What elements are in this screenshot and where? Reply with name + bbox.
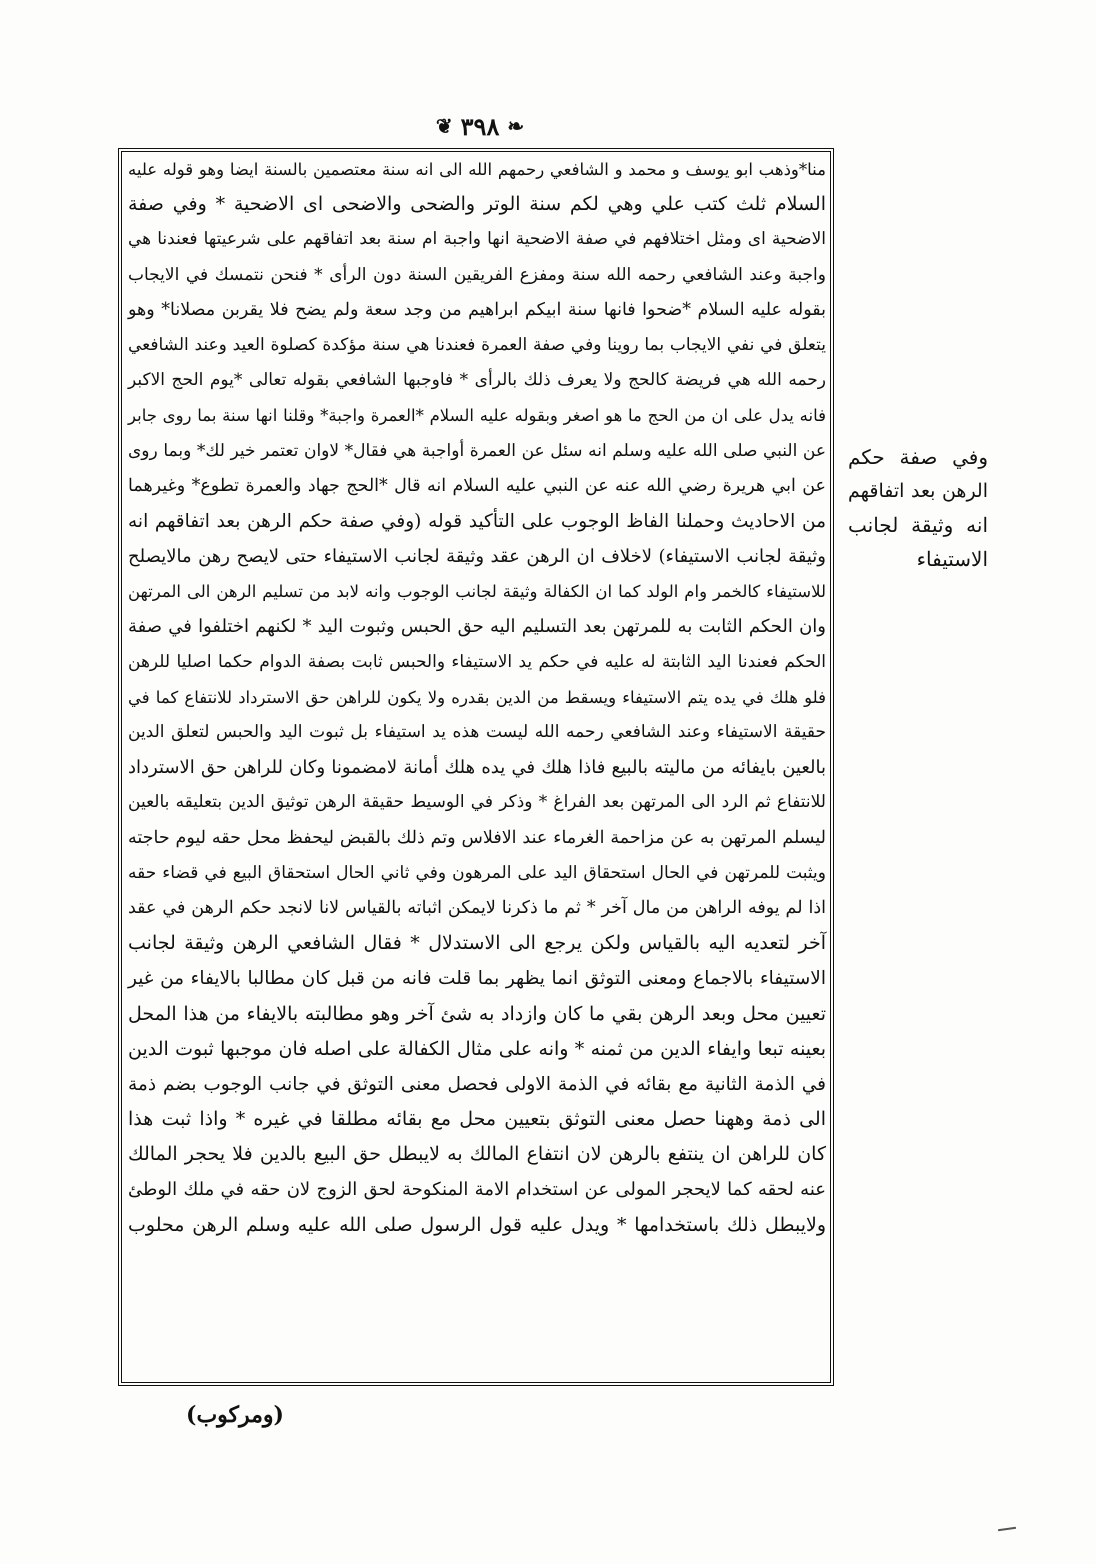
text-line: السلام ثلث كتب علي وهي لكم سنة الوتر والضحى والاضحى اى الاضحية * وفي صفة <box>128 193 826 216</box>
text-line: عن النبي صلى الله عليه وسلم انه سئل عن العمرة أواجبة هي فقال* لاوان تعتمر خير لك* وبما روى <box>128 440 826 461</box>
text-line: فانه يدل على ان من الحج ما هو اصغر وبقوله عليه السلام *العمرة واجبة* وقلنا انها سنة بما روى جابر <box>128 406 826 426</box>
text-line: ليسلم المرتهن به عن مزاحمة الغرماء عند الافلاس وتم ذلك بالقبض ليحفظ محل حقه ليوم حاجته <box>128 827 826 848</box>
text-line: في الذمة الثانية مع بقائه في الذمة الاولى فحصل معنى التوثق في جانب الوجوب بضم ذمة <box>128 1073 826 1095</box>
margin-note-line: الاستيفاء <box>916 547 988 571</box>
text-line: واجبة وعند الشافعي رحمه الله سنة ومفزع الفريقين السنة دون الرأى * فنحن نتمسك في الايجاب <box>128 264 826 285</box>
text-line: آخر لتعديه اليه بالقياس ولكن يرجع الى الاستدلال * فقال الشافعي الرهن وثيقة لجانب <box>128 932 826 955</box>
text-line: وان الحكم الثابت به للمرتهن بعد التسليم اليه حق الحبس وثبوت اليد * لكنهم اختلفوا في صفة <box>128 616 826 638</box>
text-line: فلو هلك في يده يتم الاستيفاء ويسقط من الدين بقدره ولا يكون للراهن حق الاسترداد للانتفاع كما في <box>128 687 826 707</box>
page-number <box>420 108 540 144</box>
text-line: الحكم فعندنا اليد الثابتة له عليه في حكم يد الاستيفاء والحبس ثابت بصفة الدوام حكما اصليا للرهن <box>128 651 826 672</box>
page-number-text: ٣٩٨ <box>460 111 500 141</box>
text-line: ولايبطل ذلك باستخدامها * ويدل عليه قول الرسول صلى الله عليه وسلم الرهن محلوب <box>128 1213 826 1236</box>
text-line: عنه لحقه كما لايحجر المولى عن استخدام الامة المنكوحة لحق الزوج لان حقه في ملك الوطئ <box>128 1179 826 1201</box>
text-line: يتعلق في نفي الايجاب بما روينا وفي صفة العمرة فعندنا هي سنة مؤكدة كصلوة العيد وعند الشافعي <box>128 334 826 355</box>
text-line: الى ذمة وههنا حصل معنى التوثق بتعيين محل مع بقائه مطلقا في غيره * واذا ثبت هذا <box>128 1108 826 1131</box>
text-line: كان للراهن ان ينتفع بالرهن لان انتفاع المالك به لايبطل حق البيع بالدين فلا يحجر المالك <box>128 1143 826 1166</box>
text-line: ويثبت للمرتهن في الحال استحقاق اليد على المرهون وفي ثاني الحال استحقاق البيع في قضاء حقه <box>128 862 826 883</box>
main-text-block <box>124 152 830 1243</box>
margin-note <box>848 440 988 576</box>
text-line: للاستيفاء كالخمر وام الولد كما ان الكفالة وثيقة لجانب الوجوب وانه لابد من تسليم الرهن الى المرتهن <box>128 582 826 602</box>
text-line: بعينه تبعا وايفاء الدين من ثمنه * وانه على مثال الكفالة على اصله فان موجبها ثبوت الدين <box>128 1037 826 1060</box>
ornament-left-icon: ❦ <box>435 114 453 138</box>
text-line: رحمه الله هي فريضة كالحج ولا يعرف ذلك بالرأى * فاوجبها الشافعي بقوله تعالى *يوم الحج الاكبر <box>128 370 826 391</box>
text-line: تعيين محل وبعد الرهن بقي ما كان وازداد به شئ آخر وهو مطالبته بالايفاء من هذا المحل <box>128 1002 826 1025</box>
text-line: اذا لم يوفه الراهن من مال آخر * ثم ما ذكرنا لايمكن اثباته بالقياس لانا لانجد حكم الرهن في عقد <box>128 897 826 918</box>
ornament-right-icon: ❧ <box>507 114 525 138</box>
text-line: حقيقة الاستيفاء وعند الشافعي رحمه الله ليست هذه يد استيفاء بل ثبوت اليد والحبس لتعلق الدين <box>128 722 826 742</box>
text-line: عن ابي هريرة رضي الله عنه عن النبي عليه السلام انه قال *الحج جهاد والعمرة تطوع* وغيرهما <box>128 475 826 496</box>
text-line: منا*وذهب ابو يوسف و محمد و الشافعي رحمهم الله الى انه سنة معتصمين بالسنة ايضا وهو قوله عليه <box>128 160 826 179</box>
text-line: الاضحية اى ومثل اختلافهم في صفة الاضحية انها واجبة ام سنة بعد اتفاقهم على شرعيتها فعندنا هي <box>128 229 826 250</box>
text-line: بالعين بايفائه من ماليته بالبيع فاذا هلك في يده هلك أمانة لامضمونا وكان للراهن حق الاسترداد <box>128 757 826 779</box>
margin-note-line: وفي صفة حكم <box>848 445 988 469</box>
margin-note-line: الرهن بعد اتفاقهم <box>848 480 988 502</box>
catchword: (ومركوب) <box>186 1402 284 1428</box>
text-line: بقوله عليه السلام *ضحوا فانها سنة ابيكم ابراهيم من وجد سعة ولم يضح فلا يقربن مصلانا* وهو <box>128 299 826 320</box>
margin-note-line: انه وثيقة لجانب <box>848 513 988 537</box>
text-line: للانتفاع ثم الرد الى المرتهن بعد الفراغ * وذكر في الوسيط حقيقة الرهن توثيق الدين بتعليقه بالعين <box>128 792 826 813</box>
stray-mark <box>998 1527 1016 1531</box>
text-line: وثيقة لجانب الاستيفاء) لاخلاف ان الرهن عقد وثيقة لجانب الاستيفاء حتى لايصح رهن مالايصلح <box>128 546 826 568</box>
text-line: الاستيفاء بالاجماع ومعنى التوثق انما يظهر بما قلت فانه من قبل كان مطالبا بالايفاء من غير <box>128 968 826 990</box>
text-line: من الاحاديث وحملنا الفاظ الوجوب على التأكيد قوله (وفي صفة حكم الرهن بعد اتفاقهم انه <box>128 510 826 532</box>
